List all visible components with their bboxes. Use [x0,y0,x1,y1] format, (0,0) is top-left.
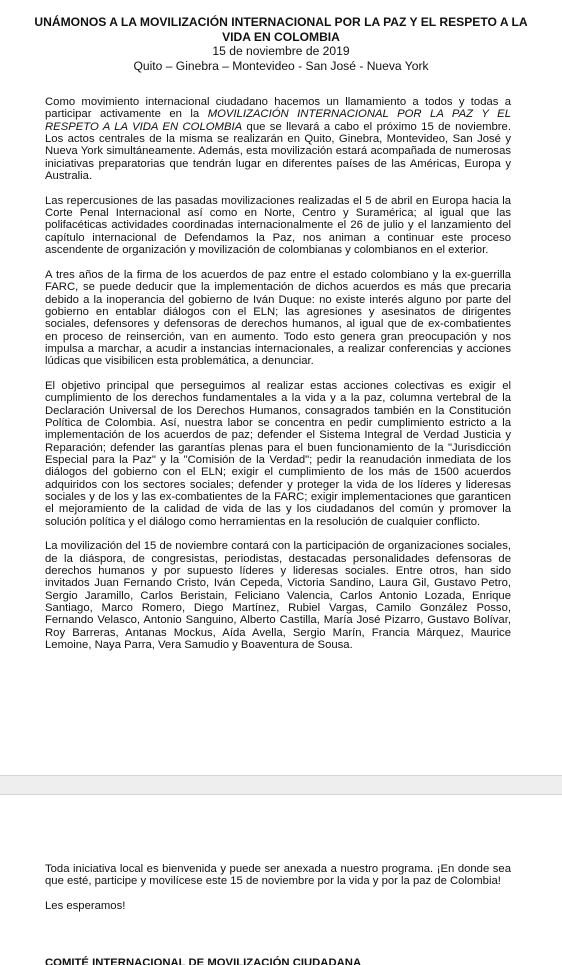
document-body [45,96,511,664]
paragraph-intro [45,96,511,182]
document-closing [45,863,511,925]
document-cities: Quito – Ginebra – Montevideo - San José - Nueva York [133,58,429,73]
document-title: UNÁMONOS A LA MOVILIZACIÓN INTERNACIONAL POR LA PAZ Y EL RESPETO A LA VIDA EN COLOMBIA [34,15,528,44]
paragraph-intro-after: que se llevará a cabo el próximo 15 de noviembre. Los actos centrales de la misma se realizarán en Quito, Ginebra, Montevideo, San José y Nueva York simultáneamente. Además, esta movilización estará acompañada de numerosas iniciativas preparatorias que tendrán lugar en diferentes países de las Américas, Europa y Australia. [45,120,511,183]
document-date: 15 de noviembre de 2019 [212,44,350,58]
signature-text: COMITÉ INTERNACIONAL DE MOVILIZACIÓN CIUDADANA [45,957,362,965]
paragraph-intro-before: Como movimiento internacional ciudadano hacemos un llamamiento a todos y todas a participar activamente en la [45,96,511,121]
document-page-2 [0,795,562,965]
paragraph-participants: La movilización del 15 de noviembre contará con la participación de organizaciones sociales, de la diáspora, de congresistas, periodistas, destacadas personalidades defensoras de derechos humanos y por supuesto líderes y lideresas sociales. Entre otros, han sido invitados Juan Fernando Cristo, Iván Cepeda, Victoria Sandino, Laura Gil, Gustavo Petro, Sergio Jaramillo, Carlos Beristain, Feliciano Valencia, Carlos Antonio Lozada, Enrique Santiago, Marco Romero, Diego Martínez, Rubiel Vargas, Camilo González Posso, Fernando Velasco, Antonio Sanguino, Alberto Castilla, María José Pizarro, Gustavo Bolívar, Roy Barreras, Antanas Mockus, Aída Avella, Sergio Marín, Francia Márquez, Maurice Lemoine, Naya Parra, Vera Samudio y Boaventura de Sousa. [45,540,511,652]
paragraph-farewell: Les esperamos! [45,900,126,913]
paragraph-objective: El objetivo principal que perseguimos al realizar estas acciones colectivas es exigir el cumplimiento de los derechos fundamentales a la vida y a la paz, columna vertebral de la Declaración Universal de los Derechos Humanos, consagrados también en la Constitución Política de Colombia. Así, nuestra labor se concentra en pedir cumplimiento estricto a la implementación de los acuerdos de paz; defender el Sistema Integral de Verdad Justicia y Reparación; defender las garantías plenas para el buen funcionamiento de la "Jurisdicción Especial para la Paz" y la "Comisión de la Verdad"; pedir la reanudación inmediata de los diálogos del gobierno con el ELN; exigir el cumplimiento de los más de 1500 acuerdos adquiridos con los sectores sociales; defender y proteger la vida de los líderes y lideresas sociales y de los y las ex-combatientes de la FARC; exigir implementaciones que garanticen el mejoramiento de la calidad de vida de las y los ciudadanos del común y promover la solución política y el diálogo como herramientas en la resolución de cualquier conflicto. [45,379,511,528]
paragraph-repercussions: Las repercusiones de las pasadas movilizaciones realizadas el 5 de abril en Europa hacia la Corte Penal Internacional así como en Norte, Centro y Suramérica; al igual que las polifacéticas actividades coordinadas internacionalmente el 26 de julio y el lanzamiento del capítulo internacional de Defendamos la Paz, nos animan a continuar este proceso ascendente de organización y movilización de colombianas y colombianos en el exterior. [45,194,511,257]
page-separator [0,776,562,795]
paragraph-invitation: Toda iniciativa local es bienvenida y puede ser anexada a nuestro programa. ¡En donde sea que esté, participe y movilícese este 15 de noviembre por la vida y por la paz de Colombia! [45,863,511,888]
paragraph-intro-emphasis: MOVILIZACIÓN INTERNACIONAL POR LA PAZ Y EL RESPETO A LA VIDA EN COLOMBIA [45,108,511,133]
document-header [30,15,532,73]
paragraph-peace-accords: A tres años de la firma de los acuerdos de paz entre el estado colombiano y la ex-guerrilla FARC, se puede deducir que la implementación de dichos acuerdos es más que precaria debido a la inoperancia del gobierno de Iván Duque: no existe interés alguno por parte del gobierno en entablar diálogos con el ELN; las agresiones y asesinatos de dirigentes sociales, defensores y defensoras de derechos humanos, al igual que de ex-combatientes en proceso de reinserción, van en aumento. Todo esto genera gran preocupación y nos impulsa a marchar, a acudir a instancias internacionales, a realizar conferencias y acciones lúdicas que visibilicen esta problemática, a denunciar. [45,268,511,368]
signature-clipped [45,955,375,965]
